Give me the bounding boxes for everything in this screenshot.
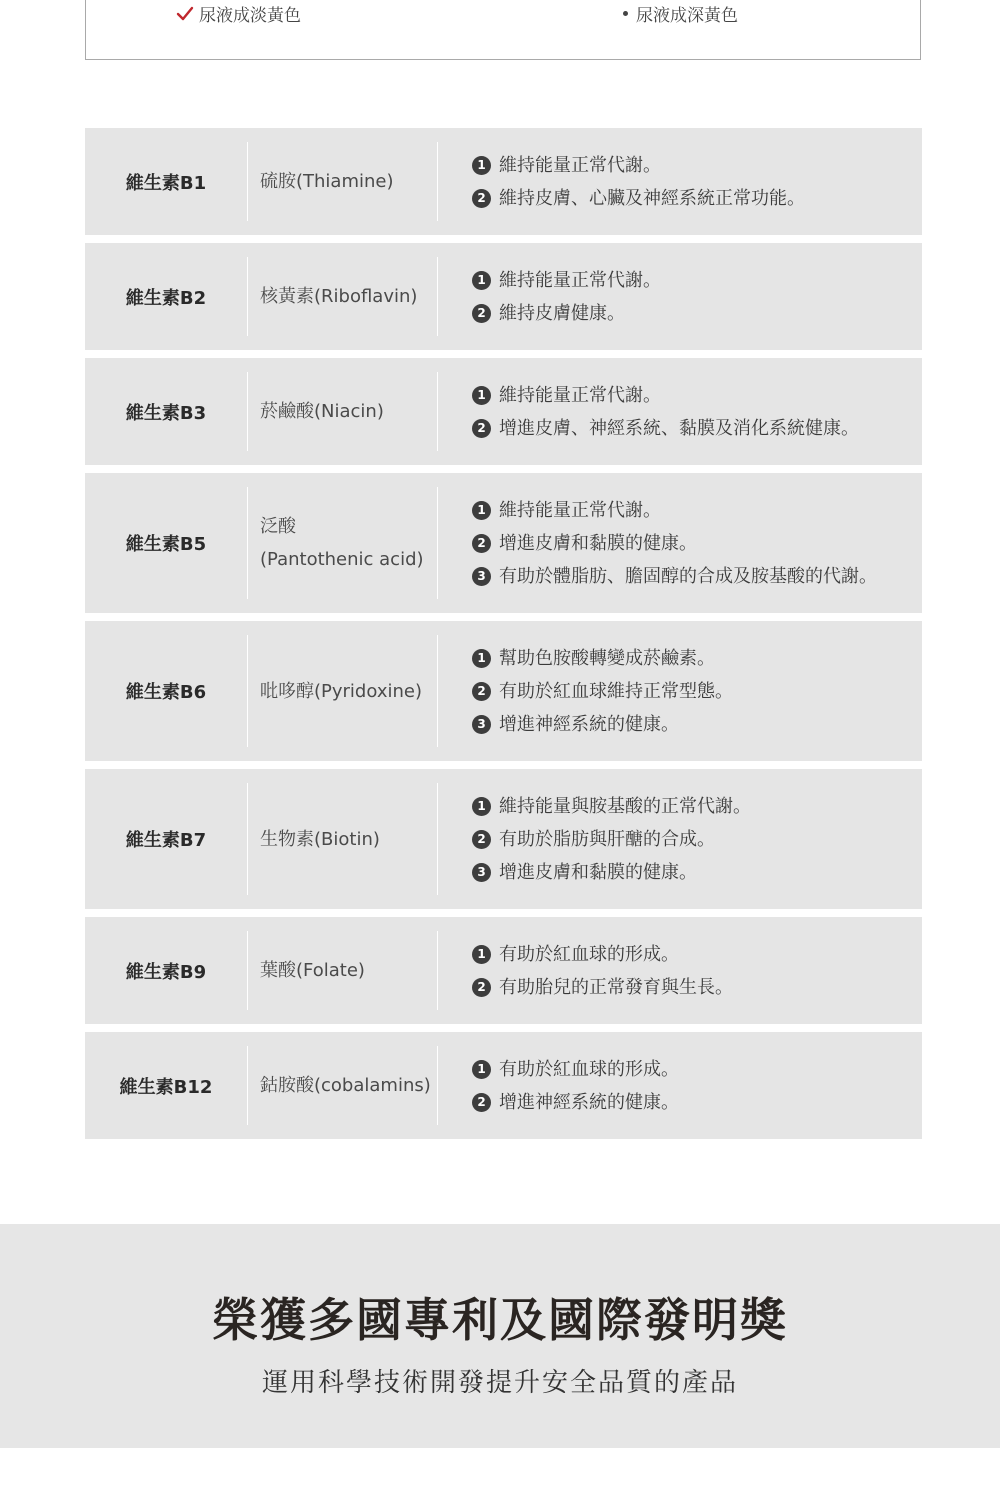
comparison-right-item xyxy=(623,1,738,26)
benefit-item xyxy=(472,642,715,675)
vitamin-benefits xyxy=(437,473,922,613)
number-2-icon: 2 xyxy=(472,419,491,438)
vitamin-compound xyxy=(247,473,437,613)
benefit-text: 增進皮膚和黏膜的健康。 xyxy=(499,861,697,883)
benefit-item xyxy=(472,856,697,889)
number-1-icon: 1 xyxy=(472,271,491,290)
column-divider xyxy=(247,1046,248,1125)
benefit-text: 維持能量正常代謝。 xyxy=(499,499,661,521)
number-2-icon: 2 xyxy=(472,1093,491,1112)
vitamin-benefits xyxy=(437,1032,922,1139)
vitamin-compound xyxy=(247,128,437,235)
compound-line: 鈷胺酸(cobalamins) xyxy=(260,1075,431,1096)
column-divider xyxy=(247,257,248,336)
vitamin-name: 維生素B9 xyxy=(125,961,207,983)
benefit-text: 幫助色胺酸轉變成菸鹼素。 xyxy=(499,647,715,669)
compound-line: 吡哆醇(Pyridoxine) xyxy=(260,680,422,702)
benefit-item xyxy=(472,971,733,1004)
benefit-item xyxy=(472,412,859,445)
benefit-text: 維持皮膚健康。 xyxy=(499,302,625,324)
column-divider xyxy=(437,931,438,1010)
benefit-text: 有助於紅血球維持正常型態。 xyxy=(499,680,733,702)
number-3-icon: 3 xyxy=(472,863,491,882)
benefit-item xyxy=(472,823,715,856)
column-divider xyxy=(247,372,248,451)
number-2-icon: 2 xyxy=(472,304,491,323)
benefit-item xyxy=(472,379,661,412)
number-1-icon: 1 xyxy=(472,156,491,175)
benefit-text: 有助於紅血球的形成。 xyxy=(499,943,679,965)
column-divider xyxy=(247,783,248,895)
benefit-item xyxy=(472,675,733,708)
number-1-icon: 1 xyxy=(472,649,491,668)
vitamin-name: 維生素B3 xyxy=(125,402,207,424)
column-divider xyxy=(247,635,248,747)
column-divider xyxy=(437,1046,438,1125)
compound-line: (Pantothenic acid) xyxy=(260,549,424,570)
comparison-left-text: 尿液成淡黃色 xyxy=(199,6,301,26)
number-2-icon: 2 xyxy=(472,830,491,849)
vitamin-name: 維生素B12 xyxy=(119,1076,213,1098)
compound-line: 菸鹼酸(Niacin) xyxy=(260,401,384,422)
benefit-item xyxy=(472,297,625,330)
benefit-item xyxy=(472,708,679,741)
vitamin-compound xyxy=(247,243,437,350)
benefit-text: 維持能量與胺基酸的正常代謝。 xyxy=(499,795,751,817)
vitamin-table xyxy=(85,128,922,1147)
vitamin-compound xyxy=(247,1032,437,1139)
number-2-icon: 2 xyxy=(472,978,491,997)
column-divider xyxy=(437,257,438,336)
benefit-text: 增進神經系統的健康。 xyxy=(499,713,679,735)
benefit-text: 維持能量正常代謝。 xyxy=(499,384,661,406)
vitamin-benefits xyxy=(437,128,922,235)
benefit-item xyxy=(472,494,661,527)
vitamin-benefits xyxy=(437,917,922,1024)
comparison-box xyxy=(85,0,921,60)
number-3-icon: 3 xyxy=(472,715,491,734)
vitamin-compound xyxy=(247,769,437,909)
benefit-item xyxy=(472,149,661,182)
vitamin-compound xyxy=(247,621,437,761)
vitamin-benefits xyxy=(437,358,922,465)
vitamin-name: 維生素B5 xyxy=(125,534,207,555)
benefit-text: 維持皮膚、心臟及神經系統正常功能。 xyxy=(499,187,805,209)
vitamin-name: 維生素B2 xyxy=(125,287,207,309)
number-2-icon: 2 xyxy=(472,534,491,553)
column-divider xyxy=(437,783,438,895)
compound-line: 葉酸(Folate) xyxy=(260,960,365,981)
vitamin-name: 維生素B7 xyxy=(125,830,207,851)
comparison-left-item xyxy=(175,1,301,26)
benefit-text: 有助於紅血球的形成。 xyxy=(499,1058,679,1080)
vitamin-row xyxy=(85,243,922,350)
vitamin-row xyxy=(85,473,922,613)
vitamin-row xyxy=(85,358,922,465)
benefit-item xyxy=(472,560,877,593)
bullet-icon xyxy=(623,11,628,16)
number-1-icon: 1 xyxy=(472,945,491,964)
vitamin-benefits xyxy=(437,621,922,761)
column-divider xyxy=(437,635,438,747)
number-1-icon: 1 xyxy=(472,501,491,520)
number-1-icon: 1 xyxy=(472,797,491,816)
banner-title: 榮獲多國專利及國際發明獎 xyxy=(212,1293,788,1347)
vitamin-row xyxy=(85,1032,922,1139)
vitamin-row xyxy=(85,769,922,909)
vitamin-row xyxy=(85,128,922,235)
benefit-item xyxy=(472,527,697,560)
compound-line: 生物素(Biotin) xyxy=(260,828,380,850)
benefit-text: 增進皮膚和黏膜的健康。 xyxy=(499,532,697,554)
check-icon xyxy=(175,4,195,24)
benefit-item xyxy=(472,1086,679,1119)
vitamin-benefits xyxy=(437,769,922,909)
number-1-icon: 1 xyxy=(472,386,491,405)
vitamin-compound xyxy=(247,917,437,1024)
vitamin-row xyxy=(85,917,922,1024)
benefit-text: 有助於脂肪與肝醣的合成。 xyxy=(499,828,715,850)
compound-line: 泛酸 xyxy=(260,516,296,537)
benefit-text: 維持能量正常代謝。 xyxy=(499,154,661,176)
column-divider xyxy=(247,931,248,1010)
number-2-icon: 2 xyxy=(472,682,491,701)
column-divider xyxy=(437,487,438,599)
number-1-icon: 1 xyxy=(472,1060,491,1079)
award-banner xyxy=(0,1224,1000,1448)
banner-subtitle: 運用科學技術開發提升安全品質的產品 xyxy=(261,1368,738,1398)
compound-line: 硫胺(Thiamine) xyxy=(260,171,394,192)
benefit-item xyxy=(472,182,805,215)
column-divider xyxy=(247,487,248,599)
benefit-text: 有助於體脂肪、膽固醇的合成及胺基酸的代謝。 xyxy=(499,565,877,587)
benefit-text: 維持能量正常代謝。 xyxy=(499,269,661,291)
vitamin-compound xyxy=(247,358,437,465)
benefit-item xyxy=(472,264,661,297)
compound-line: 核黃素(Riboflavin) xyxy=(260,286,418,307)
vitamin-row xyxy=(85,621,922,761)
benefit-item xyxy=(472,938,679,971)
benefit-text: 增進神經系統的健康。 xyxy=(499,1091,679,1113)
vitamin-benefits xyxy=(437,243,922,350)
benefit-item xyxy=(472,1053,679,1086)
benefit-text: 增進皮膚、神經系統、黏膜及消化系統健康。 xyxy=(499,417,859,439)
column-divider xyxy=(437,142,438,221)
comparison-right-text: 尿液成深黃色 xyxy=(636,6,738,26)
vitamin-name: 維生素B6 xyxy=(125,682,207,703)
column-divider xyxy=(437,372,438,451)
number-2-icon: 2 xyxy=(472,189,491,208)
vitamin-name: 維生素B1 xyxy=(125,172,207,194)
number-3-icon: 3 xyxy=(472,567,491,586)
benefit-item xyxy=(472,790,751,823)
column-divider xyxy=(247,142,248,221)
benefit-text: 有助胎兒的正常發育與生長。 xyxy=(499,976,733,998)
